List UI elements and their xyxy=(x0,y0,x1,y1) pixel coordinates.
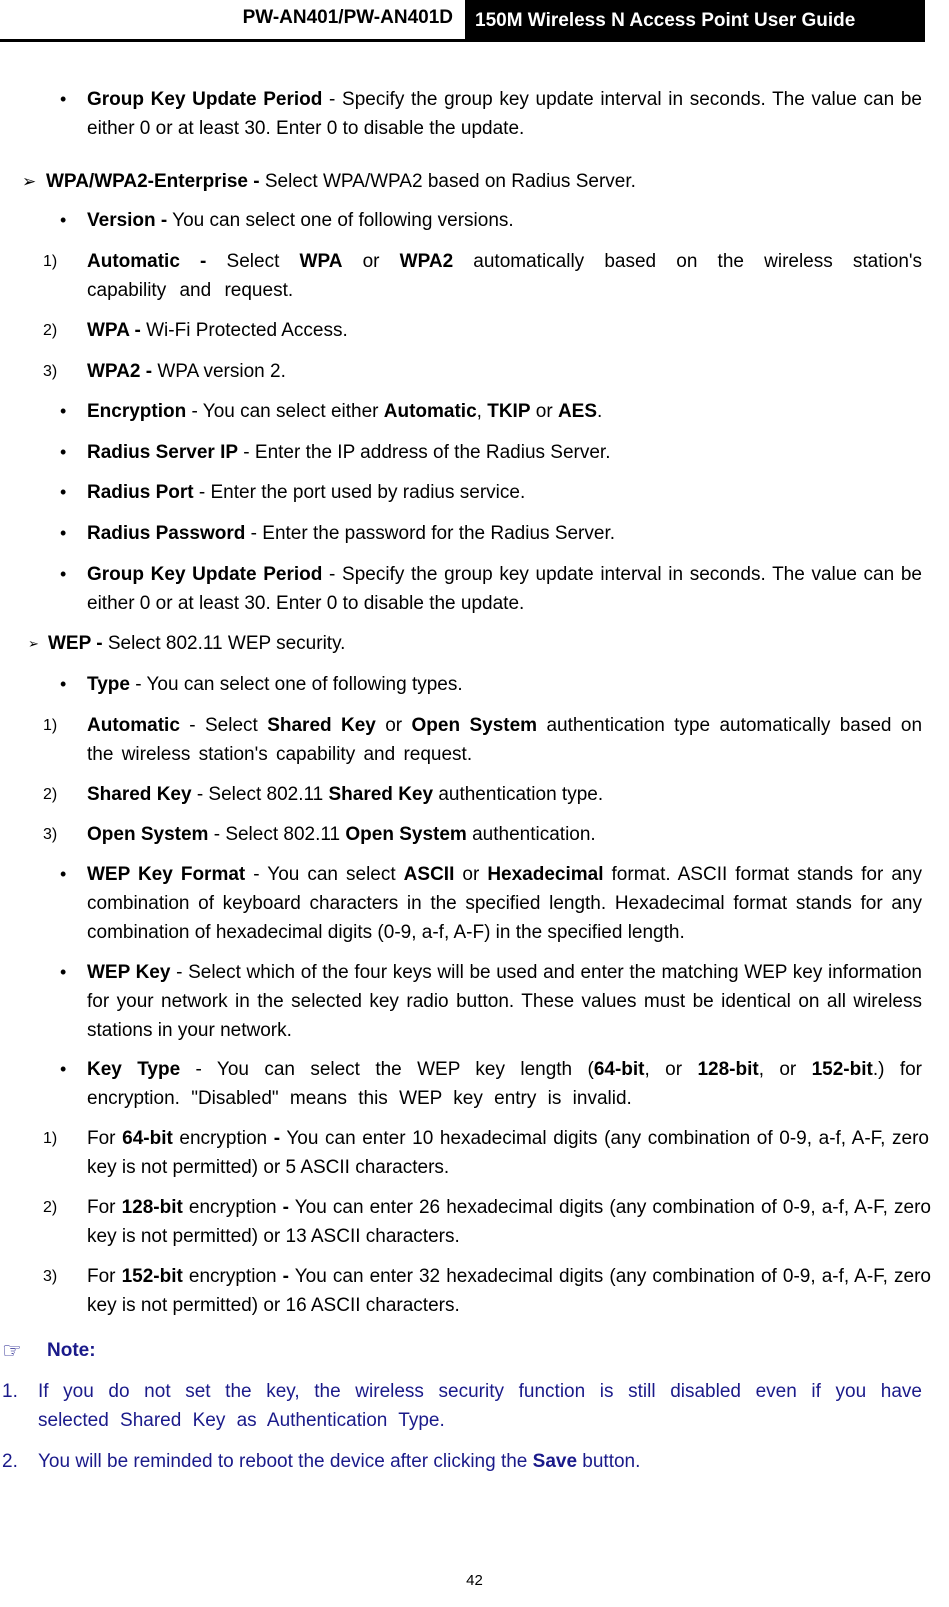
item-number: 3) xyxy=(43,826,58,843)
item-text: Group Key Update Period - Specify the group key update interval in seconds. The value can be either 0 or at least 30. Enter 0 to disable the update. xyxy=(87,89,922,139)
item-number: 2) xyxy=(43,322,58,339)
item-number: 1) xyxy=(43,253,58,270)
item-text: Version - You can select one of following versions. xyxy=(87,210,514,231)
note-text: You will be reminded to reboot the device after clicking the Save button. xyxy=(38,1451,641,1472)
item-text: Automatic - Select Shared Key or Open System authentication type automatically based on the wireless station's capability and request. xyxy=(87,715,923,765)
item-text: For 64-bit encryption - You can enter 10 hexadecimal digits (any combination of 0-9, a-f, A-F, zero key is not permitted) or 5 ASCII characters. xyxy=(87,1128,929,1178)
item-text: Shared Key - Select 802.11 Shared Key authentication type. xyxy=(87,784,604,805)
item-text: WEP Key Format - You can select ASCII or Hexadecimal format. ASCII format stands for any combination of keyboard characters in the specified length. Hexadecimal format stands for any combination of hexadecimal digits (0-9, a-f, A-F) in the specified length. xyxy=(87,864,922,943)
item-text: WEP - Select 802.11 WEP security. xyxy=(48,633,346,654)
item-text: WPA - Wi-Fi Protected Access. xyxy=(87,320,348,341)
item-text: Radius Password - Enter the password for the Radius Server. xyxy=(87,523,616,544)
item-text: Automatic - Select WPA or WPA2 automatically based on the wireless station's capability and request. xyxy=(87,251,923,301)
note-number: 1. xyxy=(2,1381,18,1402)
bullet-icon: • xyxy=(60,962,67,982)
note-title: Note: xyxy=(47,1340,96,1361)
pointing-hand-icon: ☞ xyxy=(2,1338,22,1363)
item-text: Open System - Select 802.11 Open System authentication. xyxy=(87,824,596,845)
item-text: For 152-bit encryption - You can enter 32 hexadecimal digits (any combination of 0-9, a-f, A-F, zero key is not permitted) or 16 ASCII characters. xyxy=(87,1266,931,1316)
item-text: Radius Port - Enter the port used by radius service. xyxy=(87,482,526,503)
model-name: PW-AN401/PW-AN401D xyxy=(242,7,453,28)
bullet-icon: • xyxy=(60,401,67,421)
item-number: 3) xyxy=(43,363,58,380)
item-text: Group Key Update Period - Specify the group key update interval in seconds. The value can be either 0 or at least 30. Enter 0 to disable the update. xyxy=(87,564,922,614)
header-guide-title xyxy=(465,0,925,42)
bullet-icon: • xyxy=(60,482,67,502)
item-number: 2) xyxy=(43,1199,58,1216)
item-text: Encryption - You can select either Automatic, TKIP or AES. xyxy=(87,401,603,422)
item-text: Type - You can select one of following types. xyxy=(87,674,463,695)
item-text: Radius Server IP - Enter the IP address of the Radius Server. xyxy=(87,442,611,463)
item-number: 1) xyxy=(43,1130,58,1147)
bullet-icon: • xyxy=(60,564,67,584)
guide-title: 150M Wireless N Access Point User Guide xyxy=(475,10,856,31)
item-number: 3) xyxy=(43,1268,58,1285)
bullet-icon: • xyxy=(60,864,67,884)
bullet-icon: • xyxy=(60,523,67,543)
bullet-icon: • xyxy=(60,210,67,230)
bullet-icon: • xyxy=(60,1059,67,1079)
item-text: Key Type - You can select the WEP key length (64-bit, or 128-bit, or 152-bit.) for encryption. "Disabled" means this WEP key entry is invalid. xyxy=(87,1059,923,1109)
item-text: For 128-bit encryption - You can enter 26 hexadecimal digits (any combination of 0-9, a-f, A-F, zero key is not permitted) or 13 ASCII characters. xyxy=(87,1197,931,1247)
item-number: 2) xyxy=(43,786,58,803)
page-number: 42 xyxy=(466,1572,483,1589)
bullet-icon: • xyxy=(60,442,67,462)
note-text: If you do not set the key, the wireless security function is still disabled even if you have selected Shared Key as Authentication Type. xyxy=(38,1381,922,1431)
header-model xyxy=(0,0,465,42)
arrow-bullet-icon: ➢ xyxy=(28,636,39,651)
item-text: WPA/WPA2-Enterprise - Select WPA/WPA2 based on Radius Server. xyxy=(46,171,636,192)
bullet-icon: • xyxy=(60,674,67,694)
note-number: 2. xyxy=(2,1451,18,1472)
item-number: 1) xyxy=(43,717,58,734)
item-text: WPA2 - WPA version 2. xyxy=(87,361,286,382)
item-text: WEP Key - Select which of the four keys will be used and enter the matching WEP key information for your network in the selected key radio button. These values must be identical on all wireless stations in your network. xyxy=(87,962,922,1041)
bullet-icon: • xyxy=(60,89,67,109)
arrow-bullet-icon: ➢ xyxy=(22,172,37,191)
